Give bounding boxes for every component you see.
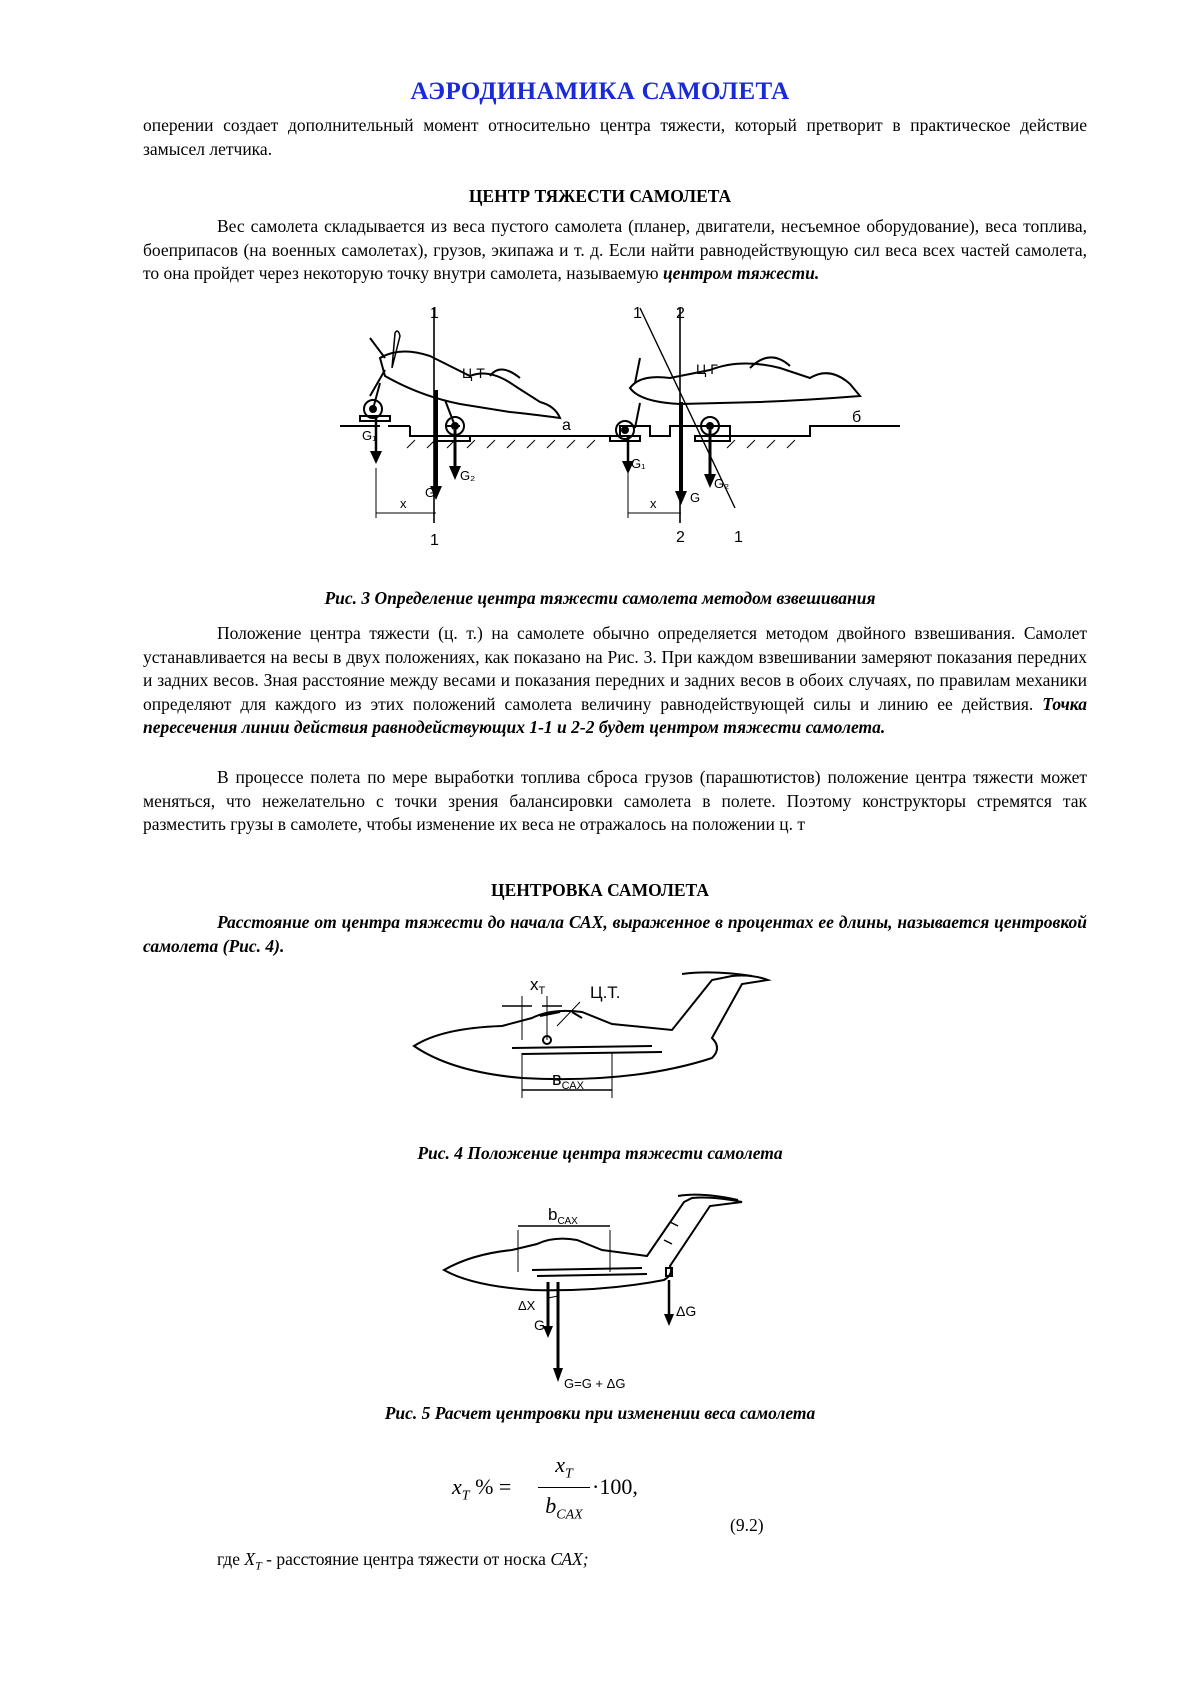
figure-4-caption: Рис. 4 Положение центра тяжести самолета <box>417 1143 783 1163</box>
fig3-label-line2-bottom: 2 <box>676 529 685 546</box>
paragraph-flight-shift: В процессе полета по мере выработки топлива сброса грузов (парашютистов) положение центра тяжести может меняться, что нежелательно с точки зрения балансировки самолета в полете. Поэтому конструкторы стремятся так разместить грузы в самолете, чтобы изменение их веса не отражалось на положении ц. т <box>143 767 1087 834</box>
figure-4-cg-position <box>412 968 812 1124</box>
section-heading-balance: ЦЕНТРОВКА САМОЛЕТА <box>491 880 709 900</box>
figure-5-caption: Рис. 5 Расчет центровки при изменении веса самолета <box>384 1403 816 1423</box>
fig5-label-gsum: G=G + ΔG <box>564 1376 626 1391</box>
fig3-label-b-line1-bottom: 1 <box>734 529 743 546</box>
fig3-label-ct-a: Ц Т <box>462 365 485 381</box>
figure-3-caption: Рис. 3 Определение центра тяжести самолета методом взвешивания <box>324 588 876 608</box>
term-center-of-gravity: центром тяжести. <box>662 263 820 283</box>
paragraph-weight-text: Вес самолета складывается из веса пустого самолета (планер, двигатели, несъемное оборудование), веса топлива, боеприпасов (на военных самолетах), грузов, экипажа и т. д. Если найти равнодействующую сил веса всех частей самолета, то она пройдет через некоторую точку внутри самолета, называемую <box>143 216 1087 283</box>
formula-number: (9.2) <box>730 1515 764 1535</box>
fig3-label-g2-b: G₂ <box>714 476 730 491</box>
paragraph-double-weighing <box>143 622 1087 740</box>
section-heading-center-of-gravity: ЦЕНТР ТЯЖЕСТИ САМОЛЕТА <box>468 186 732 206</box>
figure-5-balance-calc <box>442 1188 772 1393</box>
fig3-label-g1-b: G₁ <box>631 456 646 471</box>
formula-tail: ·100, <box>592 1474 638 1499</box>
fig4-label-xt: $x_Т$ <box>530 975 546 997</box>
fig3-label-b-line1-top: 1 <box>633 305 642 322</box>
fig4-label-b-cax: $в_{САХ}$ <box>552 1069 584 1092</box>
fig3-label-ct-b: Ц Г <box>696 361 718 377</box>
fig5-label-dg: ΔG <box>676 1303 697 1319</box>
formula-denominator: $b_{CAX}$ <box>545 1493 583 1523</box>
fig4-label-ct: Ц.Т. <box>590 983 621 1002</box>
formula-fraction-bar <box>538 1487 590 1489</box>
paragraph-double-weighing-conclusion: Точка пересечения линии действия равнодействующих 1-1 и 2-2 будет центром тяжести самолета. <box>143 693 1087 737</box>
paragraph-double-weighing-text: Положение центра тяжести (ц. т.) на самолете обычно определяется методом двойного взвешивания. Самолет устанавливается на весы в двух положениях, как показано на Рис. 3. При каждом взвешивании замеряют показания передних и задних весов. Зная расстояние между весами и показания передних и задних весов в обоих случаях, по правилам механики определяют для каждого из этих положений самолета величину равнодействующей силы и линию ее действия. <box>143 623 1087 714</box>
fig3-label-x-b: x <box>650 496 657 511</box>
fig3-label-g-b: G <box>690 490 701 505</box>
fig3-label-g-a: G <box>425 485 436 500</box>
fig3-label-view-b: б <box>852 409 862 426</box>
fig3-label-line1-top: 1 <box>430 305 439 322</box>
page-header: АЭРОДИНАМИКА САМОЛЕТА <box>410 78 790 105</box>
fig5-label-g: G <box>534 1317 545 1333</box>
fig3-label-g2-a: G₂ <box>460 468 476 483</box>
formula-lhs: $x_T$ % = <box>452 1474 512 1504</box>
fig3-label-x-a: x <box>400 496 407 511</box>
figure-3-weighing-diagram <box>340 305 900 580</box>
fig3-label-line2-top: 2 <box>676 305 685 322</box>
fig3-label-view-a: а <box>562 417 571 434</box>
where-clause: где $X_T$ - расстояние центра тяжести от носка САХ; <box>217 1549 589 1573</box>
fig5-label-dx: ΔX <box>518 1298 536 1313</box>
balance-definition: Расстояние от центра тяжести до начала САХ, выраженное в процентах ее длины, называется центровкой самолета (Рис. 4). <box>143 912 1087 956</box>
intro-paragraph: оперении создает дополнительный момент относительно центра тяжести, который претворит в практическое действие замысел летчика. <box>143 115 1087 159</box>
paragraph-weight <box>143 215 1087 286</box>
formula-numerator: $x_T$ <box>555 1452 573 1482</box>
fig5-label-b-cax: $b_{САХ}$ <box>548 1205 578 1227</box>
fig3-label-line1-bottom: 1 <box>430 532 439 549</box>
fig3-label-g1-a: G₁ <box>362 428 377 443</box>
